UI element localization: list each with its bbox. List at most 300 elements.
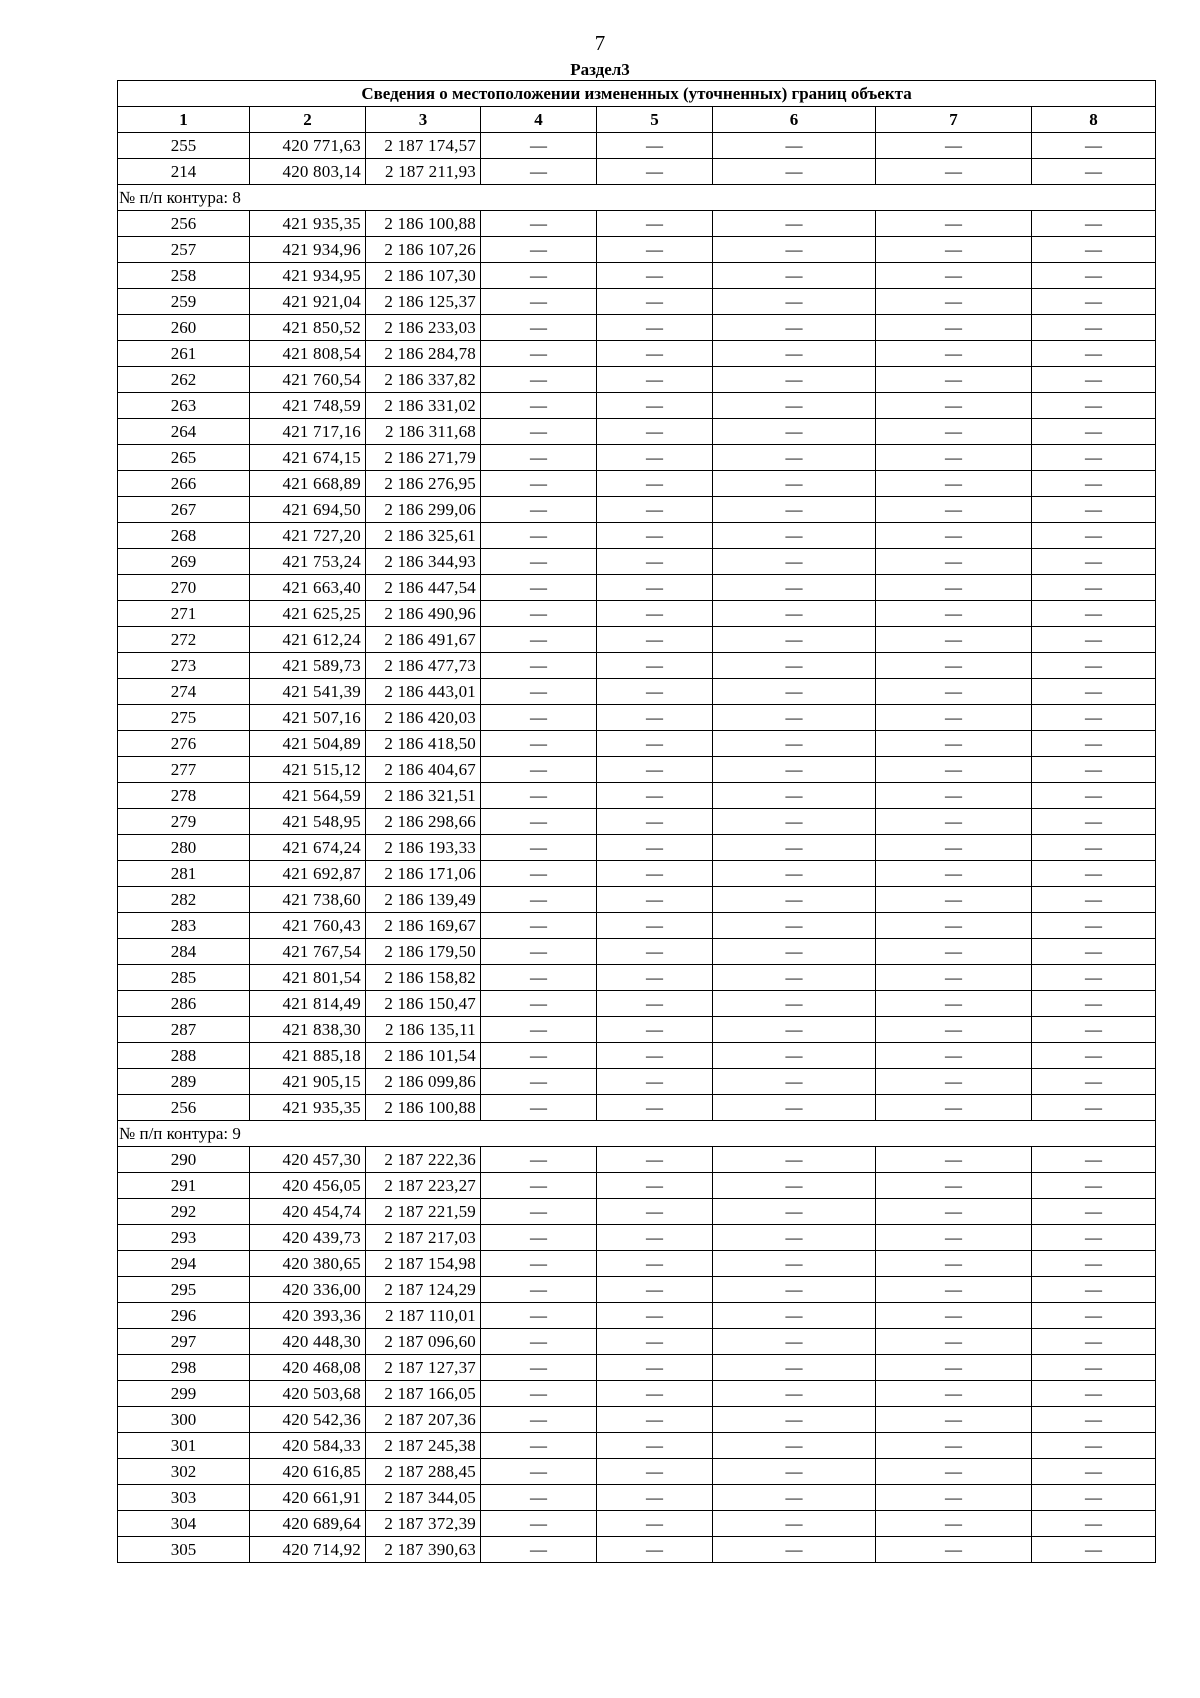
dash-mark: — [785,681,803,701]
empty-value-cell [597,965,713,991]
empty-value-cell [876,341,1032,367]
empty-value-cell [481,653,597,679]
empty-value-cell [876,1277,1032,1303]
empty-value-cell [597,1225,713,1251]
empty-value-cell [481,731,597,757]
empty-value-cell [597,263,713,289]
dash-mark: — [646,915,663,935]
table-row [118,1277,1156,1303]
dash-mark: — [646,577,663,597]
table-row [118,523,1156,549]
empty-value-cell [481,1147,597,1173]
dash-mark: — [530,603,547,623]
dash-mark: — [1085,655,1103,675]
x-coordinate-cell: 420 661,91 [250,1485,366,1511]
dash-mark: — [530,629,547,649]
dash-mark: — [945,577,962,597]
dash-mark: — [945,1227,962,1247]
dash-mark: — [785,915,803,935]
empty-value-cell [481,393,597,419]
empty-value-cell [1032,731,1156,757]
dash-mark: — [1085,1539,1103,1559]
dash-mark: — [646,1539,663,1559]
dash-mark: — [1085,915,1103,935]
dash-mark: — [530,473,547,493]
y-coordinate-cell: 2 186 311,68 [366,419,481,445]
dash-mark: — [1085,1383,1103,1403]
dash-mark: — [785,629,803,649]
table-row [118,1459,1156,1485]
x-coordinate-cell: 420 439,73 [250,1225,366,1251]
column-header: 8 [1032,107,1156,133]
dash-mark: — [646,655,663,675]
table-caption-row [118,81,1156,107]
empty-value-cell [876,1069,1032,1095]
point-number-cell: 276 [118,731,250,757]
dash-mark: — [1085,161,1103,181]
dash-mark: — [785,447,803,467]
dash-mark: — [530,343,547,363]
table-row [118,575,1156,601]
empty-value-cell [481,861,597,887]
x-coordinate-cell: 421 921,04 [250,289,366,315]
empty-value-cell [481,1043,597,1069]
empty-value-cell [713,263,876,289]
empty-value-cell [1032,263,1156,289]
empty-value-cell [481,783,597,809]
point-number-cell: 257 [118,237,250,263]
dash-mark: — [530,1383,547,1403]
table-row [118,237,1156,263]
empty-value-cell [481,237,597,263]
dash-mark: — [1085,395,1103,415]
y-coordinate-cell: 2 187 222,36 [366,1147,481,1173]
y-coordinate-cell: 2 186 135,11 [366,1017,481,1043]
table-row [118,601,1156,627]
empty-value-cell [713,367,876,393]
x-coordinate-cell: 421 935,35 [250,1095,366,1121]
dash-mark: — [785,473,803,493]
dash-mark: — [646,1435,663,1455]
empty-value-cell [876,263,1032,289]
empty-value-cell [876,757,1032,783]
dash-mark: — [1085,421,1103,441]
dash-mark: — [785,655,803,675]
table-row [118,1433,1156,1459]
empty-value-cell [481,835,597,861]
dash-mark: — [530,915,547,935]
point-number-cell: 268 [118,523,250,549]
table-row [118,1329,1156,1355]
empty-value-cell [597,1537,713,1563]
table-row [118,1147,1156,1173]
dash-mark: — [785,1279,803,1299]
dash-mark: — [785,1487,803,1507]
x-coordinate-cell: 421 663,40 [250,575,366,601]
dash-mark: — [945,681,962,701]
empty-value-cell [481,913,597,939]
y-coordinate-cell: 2 186 101,54 [366,1043,481,1069]
empty-value-cell [1032,1303,1156,1329]
empty-value-cell [876,523,1032,549]
empty-value-cell [1032,211,1156,237]
dash-mark: — [530,317,547,337]
dash-mark: — [785,1435,803,1455]
point-number-cell: 266 [118,471,250,497]
empty-value-cell [1032,419,1156,445]
empty-value-cell [1032,1147,1156,1173]
table-row [118,1043,1156,1069]
empty-value-cell [481,1173,597,1199]
empty-value-cell [1032,783,1156,809]
empty-value-cell [597,1043,713,1069]
empty-value-cell [1032,1095,1156,1121]
dash-mark: — [530,733,547,753]
dash-mark: — [785,733,803,753]
table-row [118,341,1156,367]
point-number-cell: 295 [118,1277,250,1303]
dash-mark: — [945,759,962,779]
dash-mark: — [646,1097,663,1117]
dash-mark: — [530,447,547,467]
table-row [118,653,1156,679]
empty-value-cell [1032,887,1156,913]
table-row [118,497,1156,523]
empty-value-cell [597,835,713,861]
empty-value-cell [597,211,713,237]
dash-mark: — [785,317,803,337]
dash-mark: — [646,967,663,987]
empty-value-cell [713,1095,876,1121]
empty-value-cell [597,1511,713,1537]
y-coordinate-cell: 2 186 337,82 [366,367,481,393]
x-coordinate-cell: 420 616,85 [250,1459,366,1485]
empty-value-cell [876,1537,1032,1563]
dash-mark: — [646,447,663,467]
y-coordinate-cell: 2 186 331,02 [366,393,481,419]
empty-value-cell [597,1485,713,1511]
empty-value-cell [876,991,1032,1017]
dash-mark: — [1085,941,1103,961]
table-row [118,731,1156,757]
empty-value-cell [1032,1511,1156,1537]
empty-value-cell [1032,1173,1156,1199]
dash-mark: — [785,421,803,441]
dash-mark: — [785,1305,803,1325]
dash-mark: — [1085,1279,1103,1299]
empty-value-cell [481,705,597,731]
empty-value-cell [876,1017,1032,1043]
point-number-cell: 282 [118,887,250,913]
empty-value-cell [713,1251,876,1277]
empty-value-cell [1032,1459,1156,1485]
dash-mark: — [646,785,663,805]
empty-value-cell [713,1017,876,1043]
empty-value-cell [876,1407,1032,1433]
dash-mark: — [945,655,962,675]
empty-value-cell [481,601,597,627]
empty-value-cell [1032,367,1156,393]
empty-value-cell [713,1147,876,1173]
empty-value-cell [876,1251,1032,1277]
x-coordinate-cell: 421 814,49 [250,991,366,1017]
dash-mark: — [646,135,663,155]
empty-value-cell [1032,1329,1156,1355]
x-coordinate-cell: 420 771,63 [250,133,366,159]
empty-value-cell [713,1225,876,1251]
table-caption: Сведения о местоположении измененных (уточненных) границ объекта [118,81,1156,107]
y-coordinate-cell: 2 186 447,54 [366,575,481,601]
dash-mark: — [945,1331,962,1351]
dash-mark: — [945,993,962,1013]
empty-value-cell [597,341,713,367]
dash-mark: — [530,161,547,181]
dash-mark: — [646,1149,663,1169]
empty-value-cell [713,445,876,471]
empty-value-cell [597,315,713,341]
dash-mark: — [1085,681,1103,701]
contour-label: № п/п контура: 9 [118,1121,1156,1147]
dash-mark: — [1085,1487,1103,1507]
dash-mark: — [530,707,547,727]
dash-mark: — [785,837,803,857]
dash-mark: — [530,499,547,519]
x-coordinate-cell: 421 717,16 [250,419,366,445]
dash-mark: — [646,837,663,857]
dash-mark: — [646,317,663,337]
dash-mark: — [530,1279,547,1299]
empty-value-cell [1032,497,1156,523]
y-coordinate-cell: 2 186 344,93 [366,549,481,575]
empty-value-cell [713,809,876,835]
table-row [118,1355,1156,1381]
y-coordinate-cell: 2 187 223,27 [366,1173,481,1199]
y-coordinate-cell: 2 186 276,95 [366,471,481,497]
empty-value-cell [713,1355,876,1381]
empty-value-cell [481,445,597,471]
dash-mark: — [646,1227,663,1247]
point-number-cell: 302 [118,1459,250,1485]
x-coordinate-cell: 421 589,73 [250,653,366,679]
point-number-cell: 269 [118,549,250,575]
empty-value-cell [876,835,1032,861]
table-row [118,445,1156,471]
empty-value-cell [713,315,876,341]
empty-value-cell [597,913,713,939]
empty-value-cell [481,1433,597,1459]
dash-mark: — [646,265,663,285]
y-coordinate-cell: 2 187 124,29 [366,1277,481,1303]
dash-mark: — [1085,707,1103,727]
empty-value-cell [1032,1485,1156,1511]
table-row [118,1173,1156,1199]
table-row [118,627,1156,653]
dash-mark: — [945,1045,962,1065]
dash-mark: — [785,1253,803,1273]
empty-value-cell [1032,705,1156,731]
empty-value-cell [876,1225,1032,1251]
dash-mark: — [1085,759,1103,779]
y-coordinate-cell: 2 186 418,50 [366,731,481,757]
dash-mark: — [1085,785,1103,805]
empty-value-cell [597,705,713,731]
empty-value-cell [481,1069,597,1095]
point-number-cell: 275 [118,705,250,731]
point-number-cell: 259 [118,289,250,315]
column-header: 4 [481,107,597,133]
dash-mark: — [785,1539,803,1559]
empty-value-cell [876,861,1032,887]
x-coordinate-cell: 421 753,24 [250,549,366,575]
empty-value-cell [1032,523,1156,549]
x-coordinate-cell: 421 935,35 [250,211,366,237]
empty-value-cell [481,315,597,341]
empty-value-cell [597,809,713,835]
empty-value-cell [713,211,876,237]
empty-value-cell [597,627,713,653]
dash-mark: — [646,707,663,727]
dash-mark: — [530,551,547,571]
x-coordinate-cell: 421 905,15 [250,1069,366,1095]
dash-mark: — [1085,239,1103,259]
dash-mark: — [1085,993,1103,1013]
y-coordinate-cell: 2 186 100,88 [366,211,481,237]
dash-mark: — [646,1045,663,1065]
empty-value-cell [481,1017,597,1043]
dash-mark: — [945,551,962,571]
table-row [118,913,1156,939]
point-number-cell: 277 [118,757,250,783]
y-coordinate-cell: 2 187 174,57 [366,133,481,159]
dash-mark: — [530,1461,547,1481]
dash-mark: — [945,343,962,363]
dash-mark: — [1085,1201,1103,1221]
y-coordinate-cell: 2 187 110,01 [366,1303,481,1329]
y-coordinate-cell: 2 186 169,67 [366,913,481,939]
dash-mark: — [1085,1227,1103,1247]
empty-value-cell [713,1303,876,1329]
dash-mark: — [945,1539,962,1559]
empty-value-cell [1032,159,1156,185]
dash-mark: — [945,291,962,311]
point-number-cell: 281 [118,861,250,887]
point-number-cell: 303 [118,1485,250,1511]
empty-value-cell [713,471,876,497]
empty-value-cell [713,783,876,809]
dash-mark: — [945,1097,962,1117]
x-coordinate-cell: 421 668,89 [250,471,366,497]
dash-mark: — [530,369,547,389]
empty-value-cell [1032,1043,1156,1069]
dash-mark: — [646,161,663,181]
table-row [118,1225,1156,1251]
empty-value-cell [713,1537,876,1563]
dash-mark: — [785,369,803,389]
empty-value-cell [713,1173,876,1199]
dash-mark: — [945,603,962,623]
dash-mark: — [945,1383,962,1403]
dash-mark: — [530,1305,547,1325]
empty-value-cell [1032,471,1156,497]
empty-value-cell [713,679,876,705]
empty-value-cell [597,237,713,263]
empty-value-cell [597,1069,713,1095]
empty-value-cell [597,939,713,965]
point-number-cell: 263 [118,393,250,419]
y-coordinate-cell: 2 187 154,98 [366,1251,481,1277]
table-row [118,1537,1156,1563]
empty-value-cell [876,133,1032,159]
dash-mark: — [646,1461,663,1481]
table-row [118,133,1156,159]
x-coordinate-cell: 420 457,30 [250,1147,366,1173]
empty-value-cell [713,601,876,627]
empty-value-cell [876,705,1032,731]
dash-mark: — [646,1253,663,1273]
empty-value-cell [597,679,713,705]
point-number-cell: 280 [118,835,250,861]
empty-value-cell [481,211,597,237]
point-number-cell: 272 [118,627,250,653]
y-coordinate-cell: 2 186 420,03 [366,705,481,731]
dash-mark: — [530,135,547,155]
point-number-cell: 273 [118,653,250,679]
dash-mark: — [945,1253,962,1273]
table-row [118,393,1156,419]
empty-value-cell [481,1199,597,1225]
empty-value-cell [876,809,1032,835]
empty-value-cell [876,783,1032,809]
dash-mark: — [945,707,962,727]
point-number-cell: 258 [118,263,250,289]
x-coordinate-cell: 420 503,68 [250,1381,366,1407]
dash-mark: — [646,733,663,753]
empty-value-cell [876,393,1032,419]
dash-mark: — [945,473,962,493]
dash-mark: — [785,265,803,285]
empty-value-cell [481,809,597,835]
dash-mark: — [1085,837,1103,857]
x-coordinate-cell: 420 448,30 [250,1329,366,1355]
point-number-cell: 299 [118,1381,250,1407]
empty-value-cell [1032,1407,1156,1433]
empty-value-cell [713,1459,876,1485]
dash-mark: — [1085,499,1103,519]
empty-value-cell [481,1407,597,1433]
empty-value-cell [1032,1277,1156,1303]
empty-value-cell [1032,861,1156,887]
dash-mark: — [1085,213,1103,233]
dash-mark: — [945,421,962,441]
dash-mark: — [530,811,547,831]
coordinates-table [117,80,1156,1563]
empty-value-cell [1032,1017,1156,1043]
dash-mark: — [646,551,663,571]
dash-mark: — [945,1487,962,1507]
empty-value-cell [1032,393,1156,419]
table-row [118,965,1156,991]
dash-mark: — [945,1513,962,1533]
empty-value-cell [876,549,1032,575]
dash-mark: — [945,1435,962,1455]
empty-value-cell [713,1329,876,1355]
empty-value-cell [876,1095,1032,1121]
y-coordinate-cell: 2 186 233,03 [366,315,481,341]
empty-value-cell [597,471,713,497]
empty-value-cell [597,419,713,445]
dash-mark: — [646,1331,663,1351]
empty-value-cell [481,497,597,523]
